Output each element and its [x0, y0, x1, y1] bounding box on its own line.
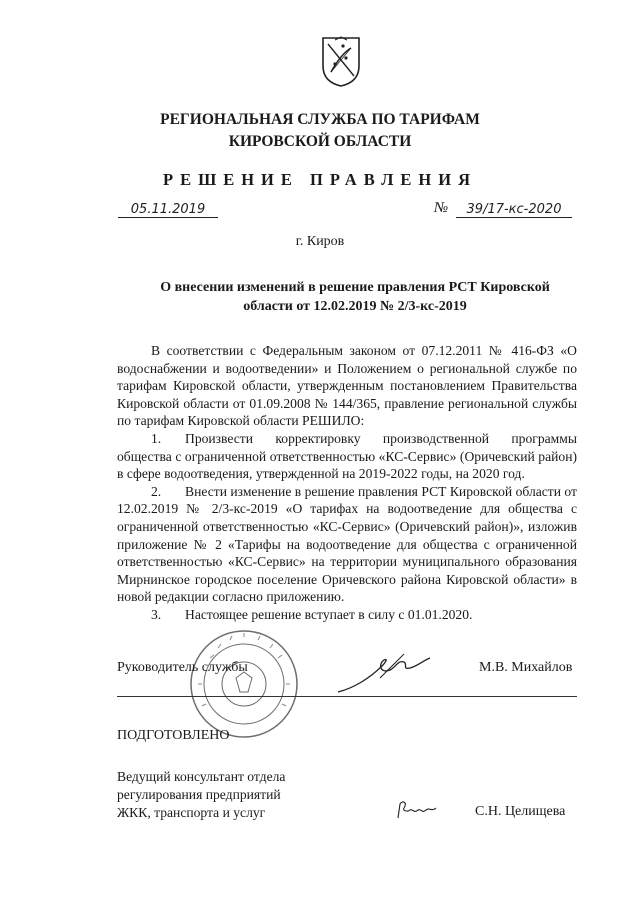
position-line3: ЖКК, транспорта и услуг [117, 805, 266, 820]
signer-role: Руководитель службы [117, 660, 248, 675]
subject-line1: О внесении изменений в решение правления РСТ Кировской [160, 280, 550, 295]
separator-line [117, 696, 577, 697]
preamble-paragraph: В соответствии с Федеральным законом от 07.12.2011 № 416-ФЗ «О водоснабжении и водоотведении» и Положением о региональной службе по тарифам Кировской области, утвержденным постановлением Правительства Кировской области от 01.09.2008 № 144/365, правление региональной службы по тарифам Кировской области РЕШИЛО: [117, 343, 577, 429]
document-number: 39/17-кс-2020 [456, 202, 572, 218]
document-type-title: РЕШЕНИЕ ПРАВЛЕНИЯ [163, 170, 477, 189]
document-subject [150, 278, 560, 316]
position-line1: Ведущий консультант отдела [117, 769, 286, 784]
item-text: Произвести корректировку производственной программы общества с ограниченной ответственностью «КС-Сервис» (Оричевский район) в сфере водоотведения, утвержденной на 2019-2022 годы, на 2020 год. [117, 430, 577, 482]
coat-of-arms-emblem [321, 36, 361, 88]
item-number: 2. [151, 483, 162, 499]
item-2 [117, 483, 577, 606]
document-date: 05.11.2019 [118, 202, 218, 218]
item-1 [117, 430, 577, 483]
org-name-line2: КИРОВСКОЙ ОБЛАСТИ [228, 133, 412, 150]
position-line2: регулирования предприятий [117, 787, 281, 802]
prepared-label: ПОДГОТОВЛЕНО [117, 728, 230, 743]
subject-line2: области от 12.02.2019 № 2/3-кс-2019 [243, 299, 467, 314]
item-text: Внести изменение в решение правления РСТ Кировской области от 12.02.2019 № 2/3-кс-2019 «О тарифах на водоотведение для общества с ограниченной ответственностью «КС-Сервис» (Оричевский район)», изложив приложение № 2 «Тарифы на водоотведение для общества с ограниченной ответственностью «КС-Сервис» на территории муниципального образования Мирнинское городское поселение Оричевского района Кировской области» в новой редакции согласно приложению. [117, 483, 577, 605]
preparer-name: С.Н. Целищева [475, 804, 566, 819]
preparer-signature [394, 798, 440, 824]
handwritten-signature [334, 648, 434, 698]
document-number-prefix: № [434, 200, 449, 216]
city-name: г. Киров [295, 234, 345, 249]
preparer-position [117, 768, 357, 822]
item-number: 3. [151, 606, 162, 622]
org-name-line1: РЕГИОНАЛЬНАЯ СЛУЖБА ПО ТАРИФАМ [160, 111, 480, 128]
item-number: 1. [151, 430, 162, 446]
official-seal-stamp [188, 628, 300, 740]
document-body [117, 342, 577, 624]
item-3 [117, 606, 577, 624]
item-text: Настоящее решение вступает в силу с 01.01.2020. [185, 606, 473, 622]
signer-name: М.В. Михайлов [479, 660, 573, 675]
